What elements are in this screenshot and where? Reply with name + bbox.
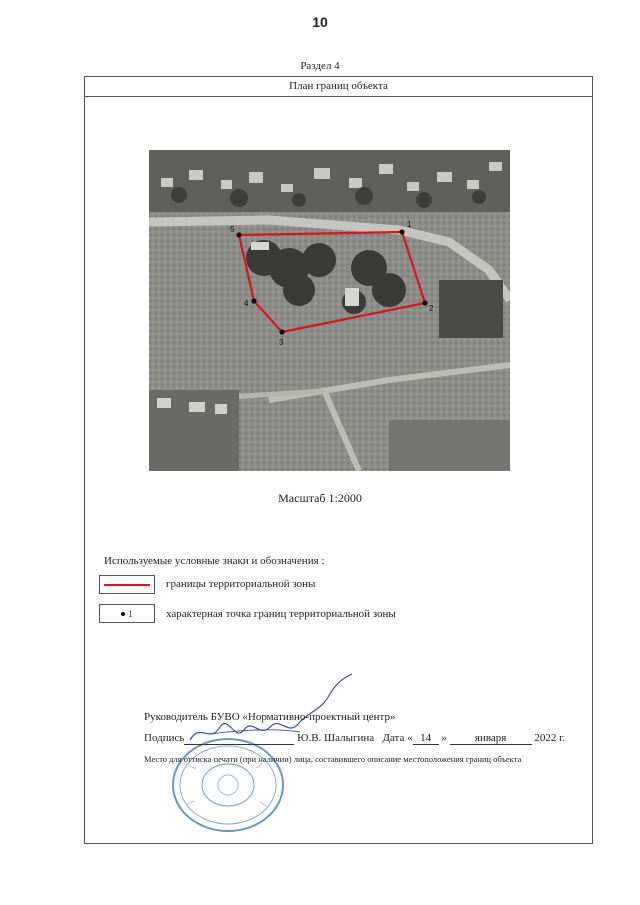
point-label-4: 4 <box>244 299 249 308</box>
boundary-point-3 <box>279 329 284 334</box>
boundary-point-4 <box>251 298 256 303</box>
scale-text: Масштаб 1:2000 <box>278 491 362 505</box>
point-label-1: 1 <box>407 220 412 229</box>
legend-line-text: границы территориальной зоны <box>166 578 316 590</box>
page-number: 10 <box>312 14 328 30</box>
signature-line <box>144 732 565 745</box>
red-line-icon <box>104 584 150 586</box>
signer-name: Ю.В. Шалыгина <box>297 732 375 744</box>
boundary-point-2 <box>422 300 427 305</box>
point-label-3: 3 <box>279 338 284 347</box>
legend-point-symbol <box>99 604 155 623</box>
legend-point-text: характерная точка границ территориальной зоны <box>166 608 396 620</box>
aerial-photo <box>149 150 510 471</box>
date-year: 2022 г. <box>534 732 566 744</box>
sign-label: Подпись <box>144 732 185 744</box>
legend-point-label: 1 <box>128 608 133 619</box>
head-line: Руководитель БУВО «Нормативно-проектный центр» <box>144 711 396 723</box>
stamp-note: Место для оттиска печати (при наличии) лица, составившего описание местоположения границ объекта <box>144 754 522 764</box>
date-label: Дата « <box>382 732 413 744</box>
boundary-point-1 <box>399 229 404 234</box>
frame-title: План границ объекта <box>85 77 592 97</box>
legend-line-symbol <box>99 575 155 594</box>
legend-title: Используемые условные знаки и обозначения : <box>104 555 325 567</box>
point-icon <box>121 612 125 616</box>
point-label-2: 2 <box>429 304 434 313</box>
date-quote-close: » <box>441 732 447 744</box>
boundary-point-5 <box>236 232 241 237</box>
section-label: Раздел 4 <box>300 60 340 72</box>
date-day: 14 <box>413 732 439 745</box>
point-label-5: 5 <box>230 225 235 234</box>
signature-field <box>184 732 294 745</box>
date-month: января <box>450 732 532 745</box>
